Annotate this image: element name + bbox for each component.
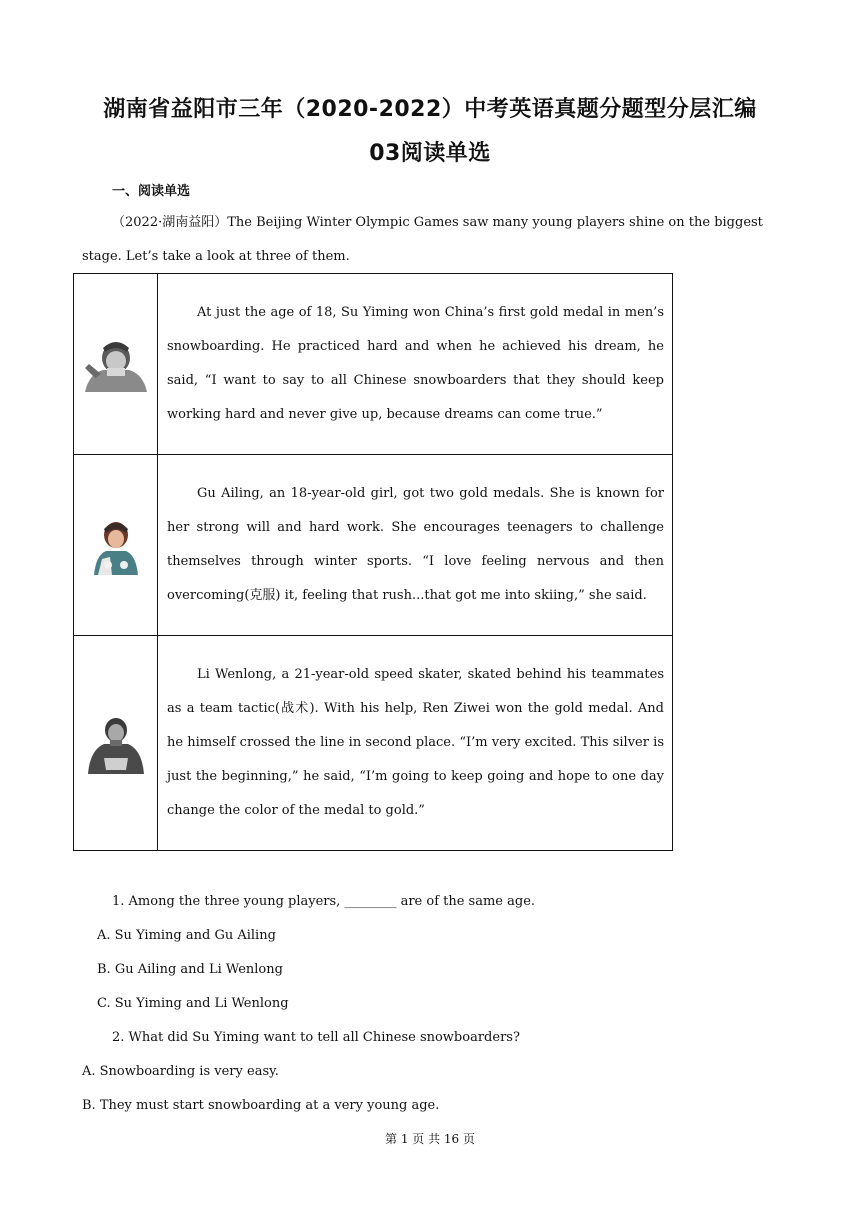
- question-1-option-c: C. Su Yiming and Li Wenlong: [97, 996, 289, 1011]
- question-1-stem: 1. Among the three young players, ________ are of the same age.: [112, 894, 536, 909]
- section-heading: 一、阅读单选: [112, 184, 191, 199]
- table-row: [74, 455, 673, 636]
- page-footer: 第 1 页 共 16 页: [385, 1132, 475, 1146]
- table-row: [74, 274, 673, 455]
- player-photo-cell: [74, 636, 158, 851]
- question-2-option-b: B. They must start snowboarding at a very young age.: [82, 1098, 440, 1113]
- player-description: At just the age of 18, Su Yiming won China’s first gold medal in men’s snowboarding. He practiced hard and when he achieved his dream, he said, “I want to say to all Chinese snowboarders that they should keep working hard and never give up, because dreams can come true.”: [158, 274, 673, 455]
- player-description: Li Wenlong, a 21-year-old speed skater, skated behind his teammates as a team tactic(战术). With his help, Ren Ziwei won the gold medal. And he himself crossed the line in second place. “I’m very excited. This silver is just the beginning,” he said, “I’m going to keep going and hope to one day change the color of the medal to gold.”: [158, 636, 673, 851]
- player-photo-cell: [74, 455, 158, 636]
- intro-paragraph: （2022·湖南益阳）The Beijing Winter Olympic Games saw many young players shine on the biggest stage. Let’s take a look at three of them.: [82, 215, 763, 264]
- table-row: [74, 636, 673, 851]
- document-title: 湖南省益阳市三年（2020-2022）中考英语真题分题型分层汇编: [103, 97, 757, 122]
- question-2-stem: 2. What did Su Yiming want to tell all Chinese snowboarders?: [112, 1030, 520, 1045]
- player-photo-cell: [74, 274, 158, 455]
- player-photo-su-yiming: [81, 334, 151, 394]
- player-photo-gu-ailing: [88, 513, 144, 577]
- document-subtitle: 03阅读单选: [369, 141, 491, 166]
- question-1-option-a: A. Su Yiming and Gu Ailing: [97, 928, 276, 943]
- player-photo-li-wenlong: [86, 710, 146, 776]
- question-2-option-a: A. Snowboarding is very easy.: [82, 1064, 279, 1079]
- question-1-option-b: B. Gu Ailing and Li Wenlong: [97, 962, 283, 977]
- player-description: Gu Ailing, an 18-year-old girl, got two gold medals. She is known for her strong will and hard work. She encourages teenagers to challenge themselves through winter sports. “I love feeling nervous and then overcoming(克服) it, feeling that rush...that got me into skiing,” she said.: [158, 455, 673, 636]
- players-table: [73, 273, 673, 851]
